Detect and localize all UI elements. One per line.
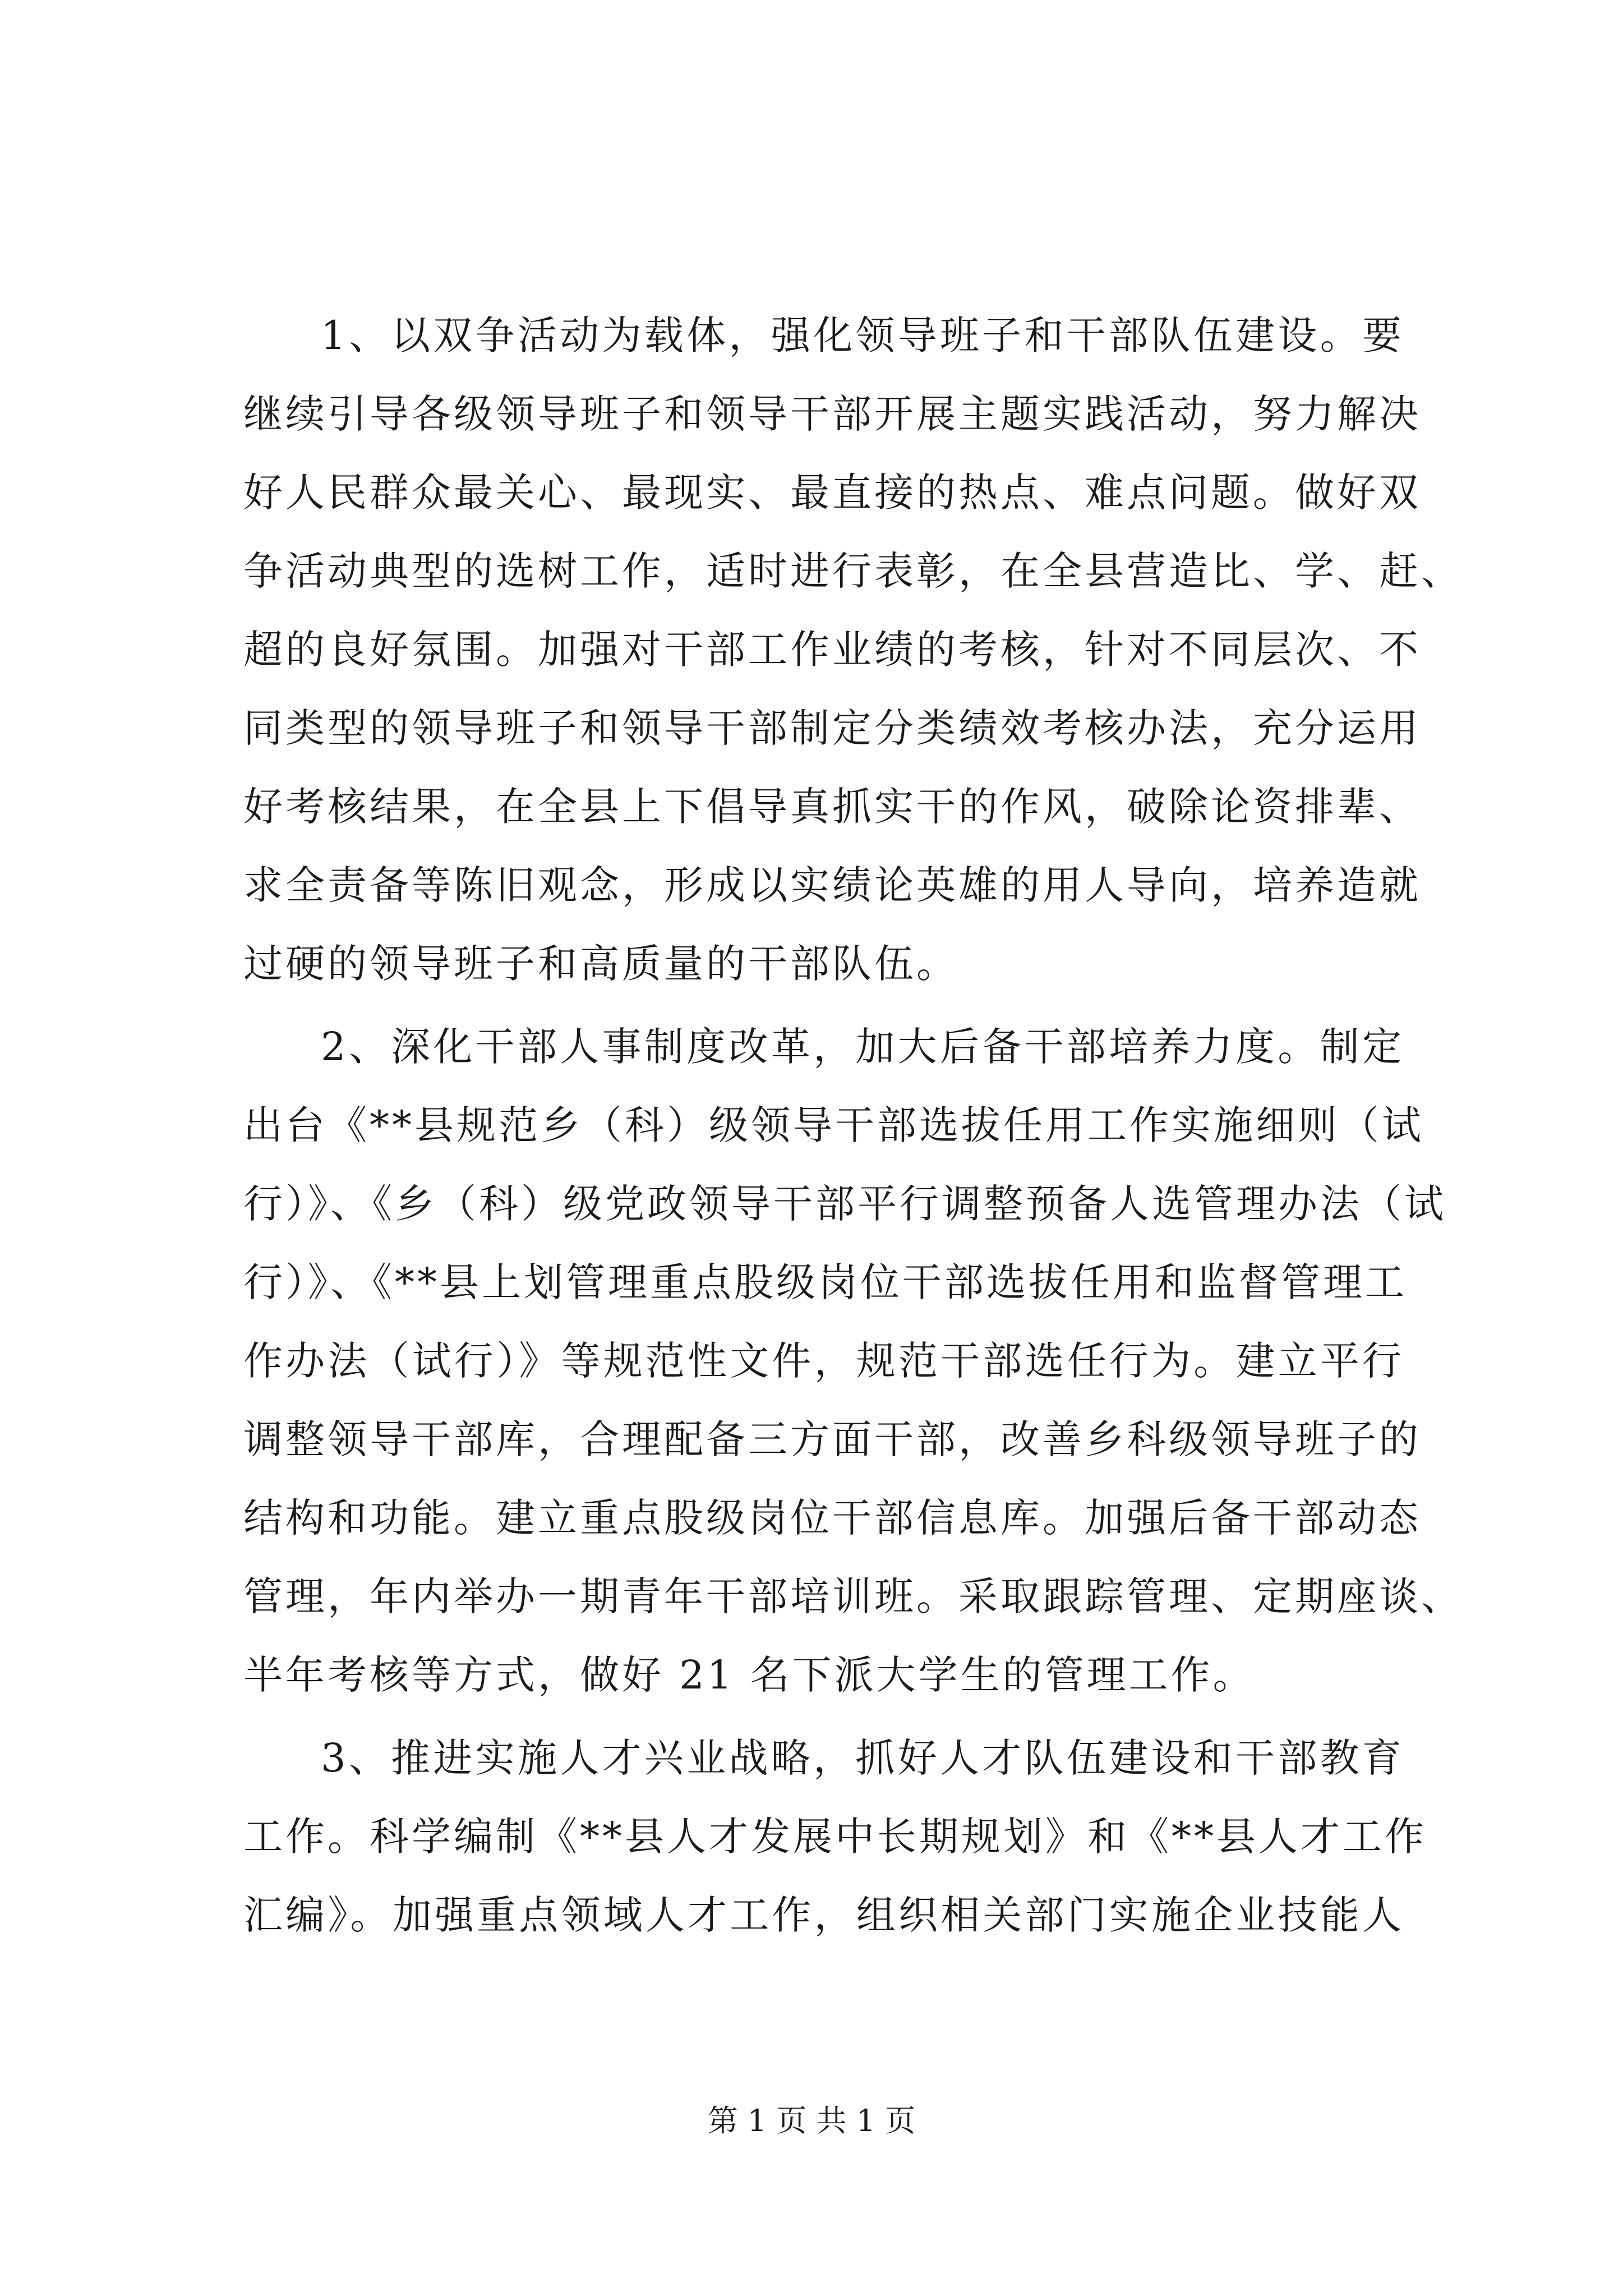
paragraph-line: 行）》、《**县上划管理重点股级岗位干部选拔任用和监督管理工 [243,1259,1407,1305]
paragraph-line: 出台《**县规范乡（科）级领导干部选拔任用工作实施细则（试 [243,1102,1424,1148]
paragraph-1 [243,296,1463,1003]
paragraph-line: 汇编》。加强重点领域人才工作，组织相关部门实施企业技能人 [243,1892,1404,1938]
paragraph-line: 作办法（试行）》等规范性文件，规范干部选任行为。建立平行 [243,1338,1404,1384]
page-number-footer: 第 1 页 共 1 页 [707,2103,916,2138]
paragraph-line: 管理，年内举办一期青年干部培训班。采取跟踪管理、定期座谈、 [243,1573,1463,1619]
paragraph-line: 继续引导各级领导班子和领导干部开展主题实践活动，努力解决 [243,391,1421,437]
paragraph-line: 好考核结果，在全县上下倡导真抓实干的作风，破除论资排辈、 [243,784,1421,830]
document-body [243,296,1463,1954]
paragraph-3 [243,1719,1427,1954]
paragraph-line: 争活动典型的选树工作，适时进行表彰，在全县营造比、学、赶、 [243,548,1463,594]
paragraph-line: 半年考核等方式，做好 21 名下派大学生的管理工作。 [243,1652,1255,1698]
paragraph-line: 2、深化干部人事制度改革，加大后备干部培养力度。制定 [321,1024,1404,1070]
paragraph-line: 调整领导干部库，合理配备三方面干部，改善乡科级领导班子的 [243,1416,1421,1462]
paragraph-line: 超的良好氛围。加强对干部工作业绩的考核，针对不同层次、不 [243,627,1421,673]
paragraph-line: 过硬的领导班子和高质量的干部队伍。 [243,941,958,987]
paragraph-line: 1、以双争活动为载体，强化领导班子和干部队伍建设。要 [321,312,1404,358]
paragraph-2 [243,1007,1463,1714]
paragraph-line: 结构和功能。建立重点股级岗位干部信息库。加强后备干部动态 [243,1495,1421,1541]
paragraph-line: 同类型的领导班子和领导干部制定分类绩效考核办法，充分运用 [243,705,1421,751]
paragraph-line: 好人民群众最关心、最现实、最直接的热点、难点问题。做好双 [243,470,1421,516]
paragraph-line: 3、推进实施人才兴业战略，抓好人才队伍建设和干部教育 [321,1735,1404,1781]
paragraph-line: 行）》、《乡（科）级党政领导干部平行调整预备人选管理办法（试 [243,1181,1446,1227]
paragraph-line: 工作。科学编制《**县人才发展中长期规划》和《**县人才工作 [243,1814,1427,1860]
paragraph-line: 求全责备等陈旧观念，形成以实绩论英雄的用人导向，培养造就 [243,862,1421,908]
